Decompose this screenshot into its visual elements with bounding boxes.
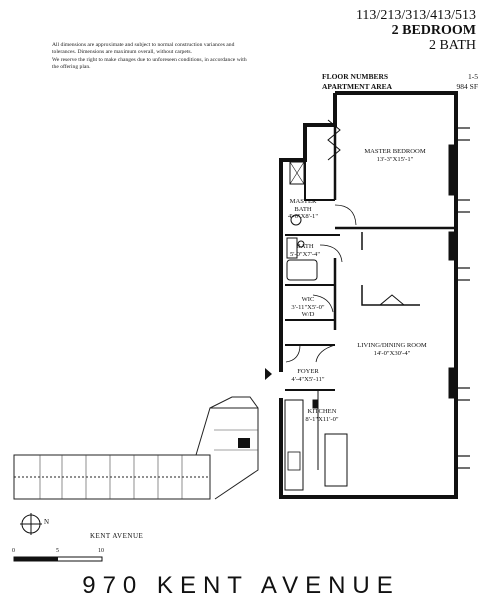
room-dims: 8'-1"X11'-0": [305, 415, 339, 423]
floor-numbers-value: 1-5: [468, 72, 478, 81]
room-name: BATH: [296, 243, 314, 250]
disclaimer-text-1: All dimensions are approximate and subject to normal construction variances and tolerances. Dimensions are maximum overall, without carpets.: [52, 42, 235, 55]
room-name: WIC: [301, 296, 315, 303]
room-name: MASTER BATH: [289, 198, 317, 213]
building-address: 970 KENT AVENUE: [82, 572, 400, 599]
room-dims: 4'-4"X5'-11": [291, 375, 325, 383]
bedroom-label: BEDROOM: [402, 23, 476, 38]
room-note: W/D: [301, 311, 315, 318]
compass-north-label: N: [44, 518, 50, 526]
scale-tick-10: 10: [98, 548, 104, 554]
floor-numbers-label: FLOOR NUMBERS: [322, 72, 389, 81]
room-name: MASTER BEDROOM: [364, 148, 426, 155]
room-name: LIVING/DINING ROOM: [357, 342, 427, 349]
apartment-area-label: APARTMENT AREA: [322, 82, 393, 91]
room-name: FOYER: [297, 368, 319, 375]
street-label: KENT AVENUE: [90, 532, 144, 540]
room-dims: 4'-6"X8'-1": [287, 213, 319, 220]
room-dims: 13'-3"X15'-1": [376, 155, 414, 163]
disclaimer-text-2: We reserve the right to make changes due to unforeseen conditions, in accordance with the offering plan.: [52, 57, 247, 70]
scale-tick-5: 5: [56, 548, 59, 554]
unit-numbers: 113/213/313/413/513: [355, 8, 476, 23]
scale-tick-0: 0: [12, 548, 15, 554]
room-dims: 3'-11"X5'-0": [291, 303, 325, 311]
apartment-area-value: 984 SF: [456, 82, 478, 91]
bedroom-count: 2: [391, 23, 399, 38]
room-dims: 5'-0"X7'-4": [289, 250, 321, 258]
room-name: KITCHEN: [307, 408, 337, 415]
bath-line: 2 BATH: [428, 38, 476, 53]
room-dims: 14'-0"X30'-4": [373, 349, 411, 357]
